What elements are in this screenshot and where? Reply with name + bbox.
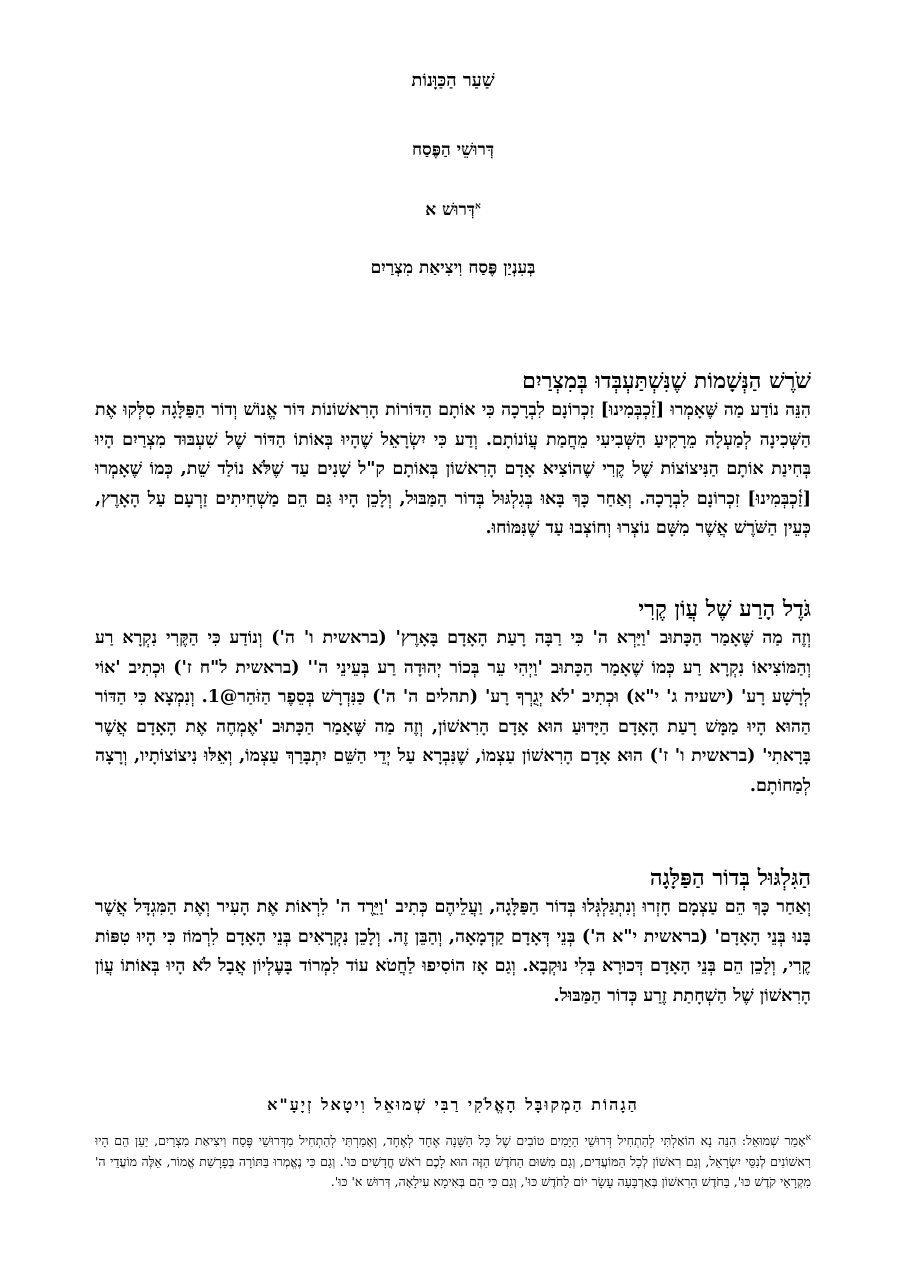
footnote-text: אָמַר שְׁמוּאֵל: הִנֵּה נָא הוֹאַלְתִּי לְהַתְחִיל דְּרוּשֵׁי הַיָּמִים טוֹבִים שֶׁל כָּל הַשָּׁנָה אֶחָד לְאֶחָד, וְאָמַרְתִּי לְהַתְחִיל מִדְּרוּשֵׁי פֶּסַח וִיצִיאַת מִצְרַיִם, יַעַן הֵם הָיוּ רִאשׁוֹנִים לְנִסֵּי יִשְׂרָאֵל, וְגַם רִאשׁוֹן לְכָל הַמּוֹעֲדִים, וְגַם מִשּׁוּם הַחֹדֶשׁ הַזֶּה הוּא לָכֶם רֹאשׁ חֳדָשִׁים כּוּ'. וְגַם כִּי נֶאֱמְרוּ בַּתּוֹרָה בְּפָרָשַׁת אֱמוֹר, אֵלֶּה מוֹעֲדֵי ה' מִקְרָאֵי קֹדֶשׁ כּוּ', בַּחֹדֶשׁ הָרִאשׁוֹן בְּאַרְבָּעָה עָשָׂר יוֹם לַחֹדֶשׁ כּוּ', וְגַם כִּי הֵם בְּאִימָא עִילָאָה, דְּרוּשׁ א' כּוּ'. <box>95 1133 811 1190</box>
section-heading: גֹּדֶל הָרַע שֶׁל עֲוֹן קֶרִי <box>638 596 811 622</box>
derush-label <box>0 200 906 220</box>
footnote-marker: א <box>805 1133 811 1143</box>
section-title: דְּרוּשֵׁי הַפֶּסַח <box>411 140 495 160</box>
notes-title: הַגָהוֹת הַמְקוּבָּל הָאֱלֹקִי רַבִּי שְׁמוּאֵל וִיטָאל זְיָעָ"א <box>267 1095 639 1114</box>
footnote <box>95 1128 811 1193</box>
section-body: וְזֶה מַה שֶּׁאָמַר הַכָּתוּב 'וַיַּרְא ה' כִּי רַבָּה רָעַת הָאָדָם בָּאָרֶץ' (בראשית ו' ה') וְנוֹדַע כִּי הַקֶּרִי נִקְרָא רַע וְהַמּוֹצִיאוֹ נִקְרָא רַע כְּמוֹ שֶׁאָמַר הַכָּתוּב 'וַיְהִי עֵר בְּכוֹר יְהוּדָה רַע בְּעֵינֵי ה'' (בראשית ל"ח ז') וּכְתִיב 'אוֹי לְרָשָׁע רָע' (ישעיה ג' י"א) וּכְתִיב 'לֹא יְגֻרְךָ רָע' (תהלים ה' ה') כַּנִּדְרָשׁ בְּסֵפֶר הַזֹּהַר@1. וְנִמְצָא כִּי הַדּוֹר הַהוּא הָיוּ מַמָּשׁ רָעַת הָאָדָם הַיָּדוּעַ הוּא אָדָם הָרִאשׁוֹן, וְזֶה מַה שֶּׁאָמַר הַכָּתוּב 'אֶמְחֶה אֶת הָאָדָם אֲשֶׁר בָּרָאתִי' (בראשית ו' ז') הוּא אָדָם הָרִאשׁוֹן עַצְמוֹ, שֶׁנִּבְרָא עַל יְדֵי הַשֵּׁם יִתְבָּרַךְ עַצְמוֹ, וְאֵלּוּ נִיצוֹצוֹתָיו, וְרָצָה לְמַחוֹתָם. <box>95 628 811 796</box>
section-heading: הַגִּלְגּוּל בְּדוֹר הַפַּלָּגָה <box>649 865 811 891</box>
section-2 <box>95 594 811 802</box>
section-3 <box>95 863 811 1011</box>
derush-label-text: דְּרוּשׁ א <box>425 200 475 220</box>
section-body: וְאַחַר כָּךְ הֵם עַצְמָם חָזְרוּ וְנִתְגַּלְגְּלוּ בְּדוֹר הַפַּלָּגָה, וַעֲלֵיהֶם כְּתִיב 'וַיֵּרֶד ה' לִרְאוֹת אֶת הָעִיר וְאֶת הַמִּגְדָּל אֲשֶׁר בָּנוּ בְּנֵי הָאָדָם' (בראשית י"א ה') בְּנֵי דְּאָדָם קַדְמָאָה, וְהַבֵּן זֶה. וְלָכֵן נִקְרָאִים בְּנֵי הָאָדָם לִרְמוֹז כִּי הָיוּ טִפּוֹת קֶרִי, וְלָכֵן הֵם בְּנֵי הָאָדָם דְּכוּרָא בְּלִי נוּקְבָא. וְגַם אָז הוֹסִיפוּ לַחֲטֹא עוֹד לִמְרוֹד בָּעֶלְיוֹן אֲבָל לֹא הָיוּ בְּאוֹתוֹ עֲוֹן הָרִאשׁוֹן שֶׁל הַשְׁחָתַת זֶרַע כְּדוֹר הַמַּבּוּל. <box>95 897 811 1006</box>
footnote-reference[interactable]: א <box>474 201 481 212</box>
topic-title: בְּעִנְיַן פֶּסַח וִיצִיאַת מִצְרַיִם <box>370 258 536 278</box>
section-heading: שֹׁרֶשׁ הַנְּשָׁמוֹת שֶׁנִּשְׁתַּעְבְּדוּ בְּמִצְרַיִם <box>522 368 811 394</box>
book-title: שַׁעַר הַכַּוָּנוֹת <box>411 70 495 91</box>
section-1 <box>95 366 811 544</box>
section-body: הִנֵּה נוֹדַע מַה שֶּׁאָמְרוּ [זַ֫כְבְּמִינוּ] זִכְרוֹנָם לִבְרָכָה כִּי אוֹתָם הַדּוֹרוֹת הָרִאשׁוֹנוֹת דּוֹר אֱנוֹשׁ וְדוֹר הַפַּלָּגָה סִלְּקוּ אֶת הַשְּׁכִינָה לְמַעְלָה מֵרָקִיעַ הַשְּׁבִיעִי מֵחֲמַת עֲוֹנוֹתָם. וְדַע כִּי יִשְׂרָאֵל שֶׁהָיוּ בְּאוֹתוֹ הַדּוֹר שֶׁל שִׁעְבּוּד מִצְרַיִם הָיוּ בְּחִינַת אוֹתָם הַנִּיצוֹצוֹת שֶׁל קֶרִי שֶׁהוֹצִיא אָדָם הָרִאשׁוֹן בְּאוֹתָם ק"ל שָׁנִים עַד שֶׁלֹּא נוֹלַד שֵׁת, כְּמוֹ שֶׁאָמְרוּ [זַ֫כְבְּמִינוּ] זִכְרוֹנָם לִבְרָכָה. וְאַחַר כָּךְ בָּאוּ בְּגִלְגּוּל בְּדוֹר הַמַּבּוּל, וְלָכֵן הָיוּ גַּם הֵם מַשְׁחִיתִים זַרְעָם עַל הָאָרֶץ, כְּעֵין הַשֹּׁרֶשׁ אֲשֶׁר מִשָּׁם נוֹצְרוּ וְחוֹצְבוּ עַד שֶׁנִּמּוֹחוּ. <box>95 400 811 539</box>
